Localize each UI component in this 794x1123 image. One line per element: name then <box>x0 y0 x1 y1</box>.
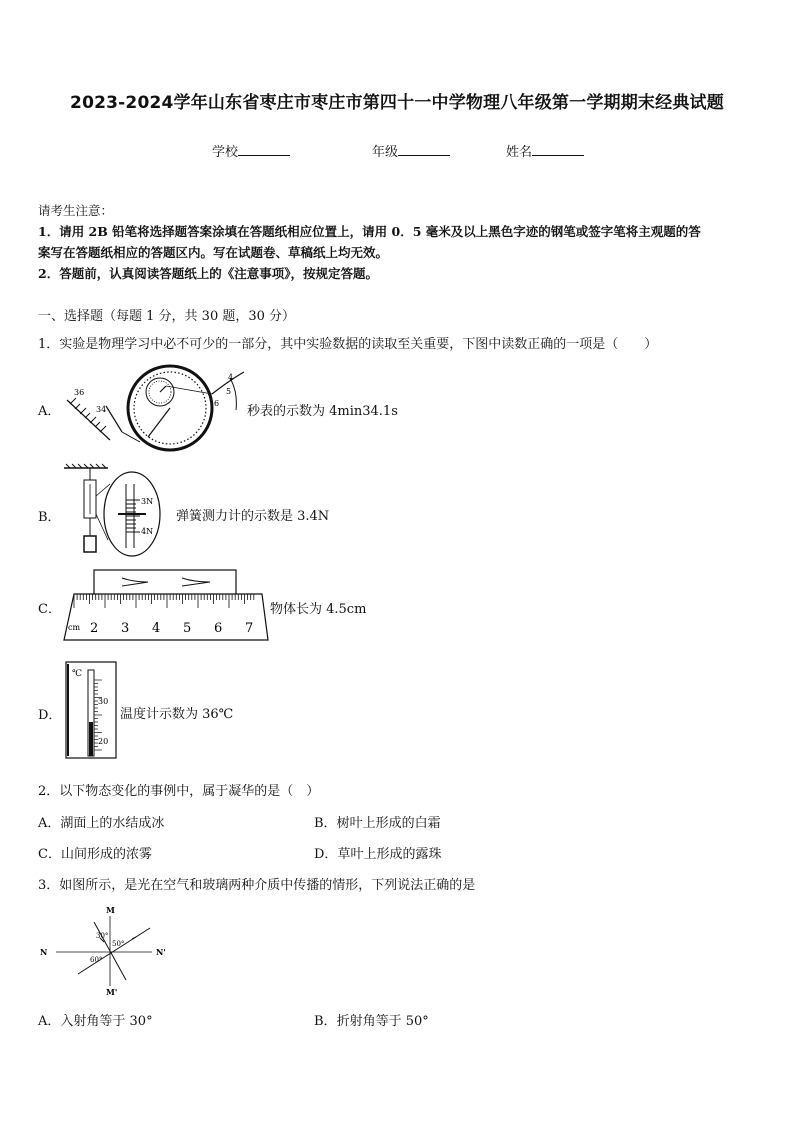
notice-heading: 请考生注意： <box>38 203 114 218</box>
ray-2 <box>78 928 150 974</box>
ruler-tick-label-3: 3 <box>121 621 130 636</box>
ruler-tick-label-5: 5 <box>183 621 192 636</box>
name-field <box>506 141 584 160</box>
thermometer-figure <box>64 660 120 760</box>
spring-weight <box>84 536 96 552</box>
thermometer-unit: ℃ <box>72 669 83 679</box>
spring-label-3n: 3N <box>141 497 154 506</box>
label-m-prime: M' <box>106 987 118 997</box>
stopwatch-outer-zoom <box>67 388 122 440</box>
q2-option-c <box>38 843 152 862</box>
ruler-unit-label: cm <box>68 623 81 632</box>
q2-option-a-letter: A． <box>38 816 61 831</box>
stopwatch-dial <box>122 366 212 450</box>
q3-option-a-text: 入射角等于 30° <box>60 1014 153 1029</box>
ruler-figure <box>62 566 272 646</box>
q1-option-d-letter: D． <box>38 708 62 723</box>
thermometer-label-20: 20 <box>98 737 109 746</box>
q3-option-b-text: 折射角等于 50° <box>336 1014 429 1029</box>
q2-stem: 2．以下物态变化的事例中，属于凝华的是（ ） <box>38 784 320 799</box>
spring-scale-body <box>84 468 96 552</box>
stopwatch-figure <box>62 362 252 454</box>
ruler-tick-label-7: 7 <box>245 621 254 636</box>
name-blank[interactable] <box>532 143 584 156</box>
spring-support <box>64 464 108 468</box>
label-angle-30: 30° <box>96 932 109 940</box>
q1-option-b-text: 弹簧测力计的示数是 3.4N <box>176 509 330 524</box>
notice-item2: 2．答题前，认真阅读答题纸上的《注意事项》，按规定答题。 <box>38 266 378 281</box>
q2-option-c-letter: C． <box>38 847 61 862</box>
q2-option-c-text: 山间形成的浓雾 <box>60 847 152 862</box>
q1-option-b-letter: B． <box>38 510 61 525</box>
spring-label-4n: 4N <box>141 527 154 536</box>
q3-option-a-letter: A． <box>38 1014 61 1029</box>
q1-option-c-letter: C． <box>38 602 61 617</box>
q1-option-a-letter: A． <box>38 404 61 419</box>
label-n: N <box>40 947 48 957</box>
q3-option-b-letter: B． <box>314 1014 337 1029</box>
q2-option-d-text: 草叶上形成的露珠 <box>337 847 442 862</box>
label-angle-60: 60° <box>90 956 103 964</box>
q2-option-b-text: 树叶上形成的白霜 <box>336 816 441 831</box>
label-m: M <box>106 905 115 915</box>
stopwatch-label-6: 6 <box>214 399 220 408</box>
q2-option-d <box>314 843 441 862</box>
stopwatch-label-5: 5 <box>226 387 232 396</box>
school-blank[interactable] <box>238 143 290 156</box>
refraction-diagram <box>38 902 188 998</box>
notice-item1-line2: 案写在答题纸相应的答题区内。写在试题卷、草稿纸上均无效。 <box>38 245 389 260</box>
grade-label: 年级 <box>372 145 399 160</box>
q2-option-a-text: 湖面上的水结成冰 <box>60 816 165 831</box>
grade-blank[interactable] <box>398 143 450 156</box>
school-label: 学校 <box>212 145 239 160</box>
thermometer-liquid <box>89 722 93 756</box>
label-angle-50: 50° <box>112 940 125 948</box>
name-label: 姓名 <box>506 145 533 160</box>
spring-scale-zoom <box>96 472 160 556</box>
ruler-body <box>64 594 268 640</box>
ruler-tick-label-4: 4 <box>152 621 161 636</box>
label-n-prime: N' <box>156 947 166 957</box>
q2-option-a <box>38 812 164 831</box>
ruler-object <box>94 570 236 596</box>
grade-field <box>372 141 450 160</box>
stopwatch-label-36: 36 <box>74 388 85 397</box>
school-field <box>212 141 290 160</box>
q3-option-b <box>314 1010 429 1029</box>
q1-option-d-text: 温度计示数为 36℃ <box>120 707 234 722</box>
ruler-tick-label-6: 6 <box>214 621 223 636</box>
q3-option-a <box>38 1010 153 1029</box>
spring-scale-figure <box>62 462 172 558</box>
stopwatch-label-4: 4 <box>228 373 234 382</box>
q1-stem: 1．实验是物理学习中必不可少的一部分，其中实验数据的读取至关重要，下图中读数正确的一项是（ ） <box>38 337 658 352</box>
q2-option-d-letter: D． <box>314 847 338 862</box>
q1-option-c-text: 物体长为 4.5cm <box>270 602 367 617</box>
page-title: 2023-2024学年山东省枣庄市枣庄市第四十一中学物理八年级第一学期期末经典试题 <box>70 93 724 113</box>
notice-item1-line1: 1．请用 2B 铅笔将选择题答案涂填在答题纸相应位置上，请用 0．5 毫米及以上黑色字迹的钢笔或签字笔将主观题的答 <box>38 224 701 239</box>
ruler-tick-label-2: 2 <box>90 621 99 636</box>
notice-block <box>38 200 760 284</box>
q2-option-b-letter: B． <box>314 816 337 831</box>
stopwatch-label-34: 34 <box>96 405 107 414</box>
q3-stem: 3．如图所示，是光在空气和玻璃两种介质中传播的情形，下列说法正确的是 <box>38 878 476 893</box>
q2-option-b <box>314 812 441 831</box>
thermometer-label-30: 30 <box>98 697 109 706</box>
section-heading: 一、选择题（每题 1 分，共 30 题，30 分） <box>38 309 296 324</box>
q1-option-a-text: 秒表的示数为 4min34.1s <box>247 404 398 419</box>
